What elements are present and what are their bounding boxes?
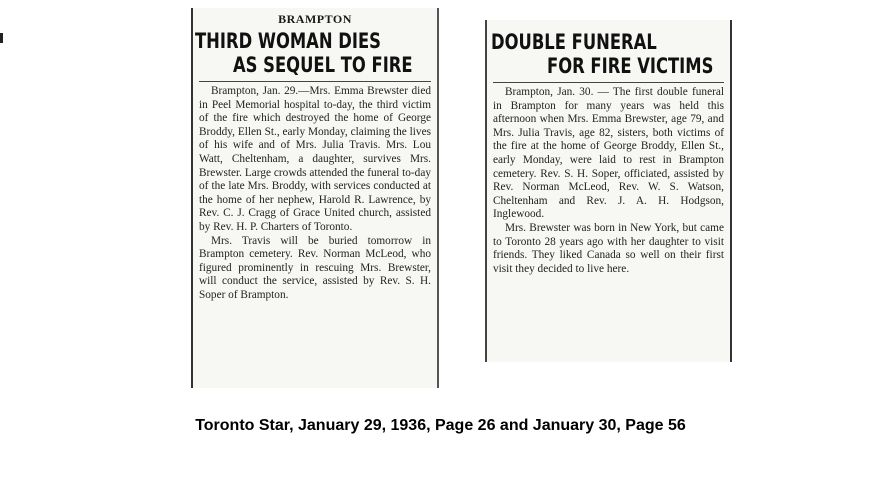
headline-rule [199,81,431,82]
headline-line-1: THIRD WOMAN DIES [195,29,381,53]
article-paragraph: Brampton, Jan. 30. — The first double funeral in Brampton for many years was held this afternoon when Mrs. Emma Brewster, age 79, and Mrs. Julia Travis, age 82, sisters, both victims of the fire at the home of George Broddy, Ellen St., early Monday, were laid to rest in Brampton cemetery. Rev. S. H. Soper, officiated, assisted by Rev. Norman McLeod, Rev. W. S. Watson, Cheltenham and Rev. J. A. H. Hodgson, Inglewood. [493,86,724,221]
newspaper-clipping-right [485,20,732,362]
scan-edge-mark [0,33,3,43]
source-caption: Toronto Star, January 29, 1936, Page 26 and January 30, Page 56 [195,417,686,434]
headline-line-2: FOR FIRE VICTIMS [547,54,714,78]
section-label: BRAMPTON [278,12,352,26]
article-paragraph: Brampton, Jan. 29.—Mrs. Emma Brewster died in Peel Memorial hospital to-day, the third victim of the fire which destroyed the home of George Broddy, Ellen St., early Monday, claiming the lives of his wife and of Mrs. Julia Travis. Mrs. Lou Watt, Cheltenham, a daughter, survives Mrs. Brewster. Large crowds attended the funeral to-day of the late Mrs. Broddy, with services conducted at the home of her nephew, Harold R. Lawrence, by Rev. C. J. Cragg of Grace United church, assisted by Rev. H. P. Charters of Toronto. [199,85,431,233]
headline-line-1: DOUBLE FUNERAL [491,30,657,54]
article-body [199,85,431,303]
article-paragraph: Mrs. Travis will be buried tomorrow in Brampton cemetery. Rev. Norman McLeod, who figured prominently in rescuing Mrs. Brewster, will conduct the service, assisted by Rev. S. H. Soper of Brampton. [199,234,431,301]
newspaper-clipping-left [191,8,439,388]
article-body [493,86,724,276]
headline-line-2: AS SEQUEL TO FIRE [233,53,413,77]
headline-rule [493,82,724,83]
article-paragraph: Mrs. Brewster was born in New York, but came to Toronto 28 years ago with her daughter to visit friends. They liked Canada so well on their first visit they decided to live here. [493,221,724,275]
